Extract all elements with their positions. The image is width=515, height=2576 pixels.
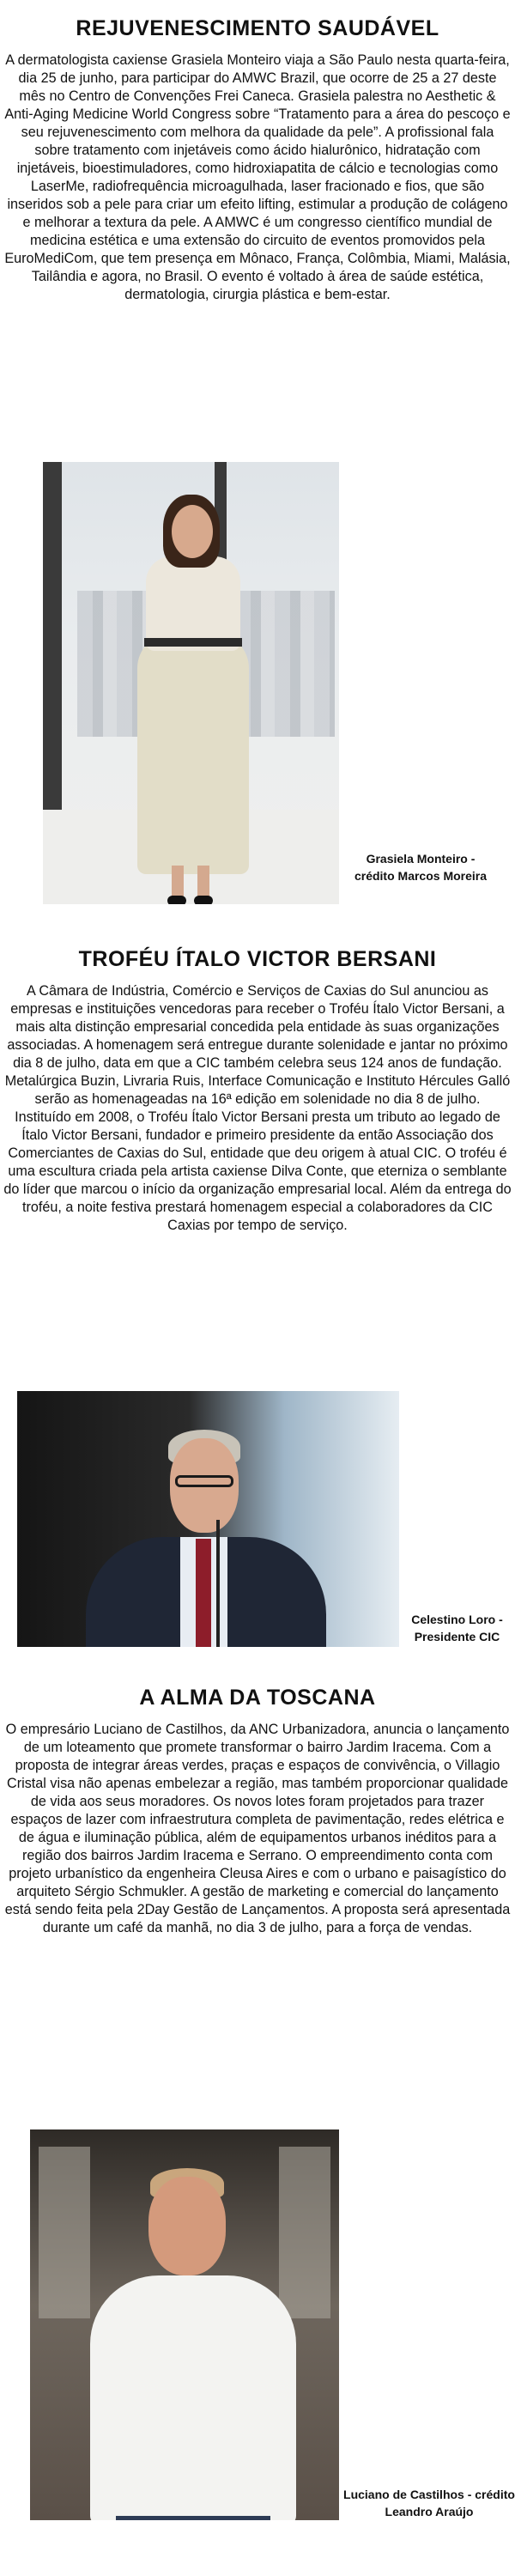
photo-grasiela-monteiro <box>43 462 339 904</box>
photo-celestino-loro <box>17 1391 399 1647</box>
article-alma-da-toscana <box>0 1685 515 1937</box>
article-title: TROFÉU ÍTALO VICTOR BERSANI <box>78 947 437 971</box>
photo-caption: Luciano de Castilhos - crédito Leandro Araújo <box>343 2488 515 2518</box>
article-title: A ALMA DA TOSCANA <box>139 1686 376 1710</box>
article-body: A Câmara de Indústria, Comércio e Serviços de Caxias do Sul anunciou as empresas e instituições vencedoras para receber o Troféu Ítalo Victor Bersani, a mais alta distinção empresarial concedida pela entidade às suas organizações associadas. A homenagem será entregue durante solenidade e jantar no próximo dia 8 de julho, data em que a CIC também celebra seus 124 anos de fundação. Metalúrgica Buzin, Livraria Ruis, Interface Comunicação e Instituto Hércules Galló serão as homenageadas na 16ª edição em solenidade no dia 8 de julho. <box>4 983 511 1107</box>
photo-caption: Celestino Loro - Presidente CIC <box>411 1613 503 1643</box>
article-body: Instituído em 2008, o Troféu Ítalo Victor Bersani presta um tributo ao legado de Ítalo Victor Bersani, fundador e primeiro presidente da então Associação dos Comerciantes de Caxias do Sul, entidade que deu origem à atual CIC. O troféu é uma escultura criada pela artista caxiense Dilva Conte, que eterniza o semblante do líder que marcou o início da organização empresarial local. Além da entrega do troféu, a noite festiva prestará homenagem especial a colaboradores da CIC Caxias por tempo de serviço. <box>3 1109 512 1233</box>
photo-caption: Grasiela Monteiro - crédito Marcos Moreira <box>354 852 488 883</box>
photo-luciano-de-castilhos <box>30 2129 339 2520</box>
article-rejuvenescimento <box>0 15 515 304</box>
article-trofeu-italo-victor-bersani <box>0 946 515 1235</box>
article-body: A dermatologista caxiense Grasiela Monteiro viaja a São Paulo nesta quarta-feira, dia 25 de junho, para participar do AMWC Brazil, que ocorre de 25 a 27 deste mês no Centro de Convenções Frei Caneca. Grasiela palestra no Aesthetic & Anti-Aging Medicine World Congress sobre “Tratamento para a área do pescoço e seu rejuvenescimento com melhora da qualidade da pele”. A profissional fala sobre tratamento com injetáveis como ácido hialurônico, hidratação com injetáveis, bioestimuladores, como hidroxiapatita de cálcio e tecnologias como LaserMe, radiofrequência microagulhada, laser fracionado e fios, que são inseridos sob a pele para criar um efeito lifting, estimular a produção de colágeno e melhorar a textura da pele. A AMWC é um congresso científico mundial de medicina estética e uma extensão do circuito de eventos promovidos pela EuroMediCom, que tem presença em Mônaco, França, Colômbia, Miami, Malásia, Tailândia e agora, no Brasil. O evento é voltado à área de saúde estética, dermatologia, cirurgia plástica e bem-estar. <box>4 52 511 302</box>
article-body: O empresário Luciano de Castilhos, da ANC Urbanizadora, anuncia o lançamento de um loteamento que promete transformar o bairro Jardim Iracema. Com a proposta de integrar áreas verdes, praças e espaços de convivência, o Villagio Cristal visa não apenas embelezar a região, mas também proporcionar qualidade de vida aos seus moradores. Os novos lotes foram projetados para trazer espaços de lazer com infraestrutura completa de pavimentação, redes elétrica e de água e iluminação pública, além de equipamentos urbanos inéditos para a região dos bairros Jardim Iracema e Serrano. O empreendimento conta com projeto urbanístico da engenheira Cleusa Aires e com o urbano e paisagístico do arquiteto Sérgio Schmukler. A gestão de marketing e comercial do lançamento está sendo feita pela 2Day Gestão de Lançamentos. A proposta será apresentada durante um café da manhã, no dia 3 de julho, para a força de vendas. <box>4 1722 511 1935</box>
article-title: REJUVENESCIMENTO SAUDÁVEL <box>76 16 439 40</box>
